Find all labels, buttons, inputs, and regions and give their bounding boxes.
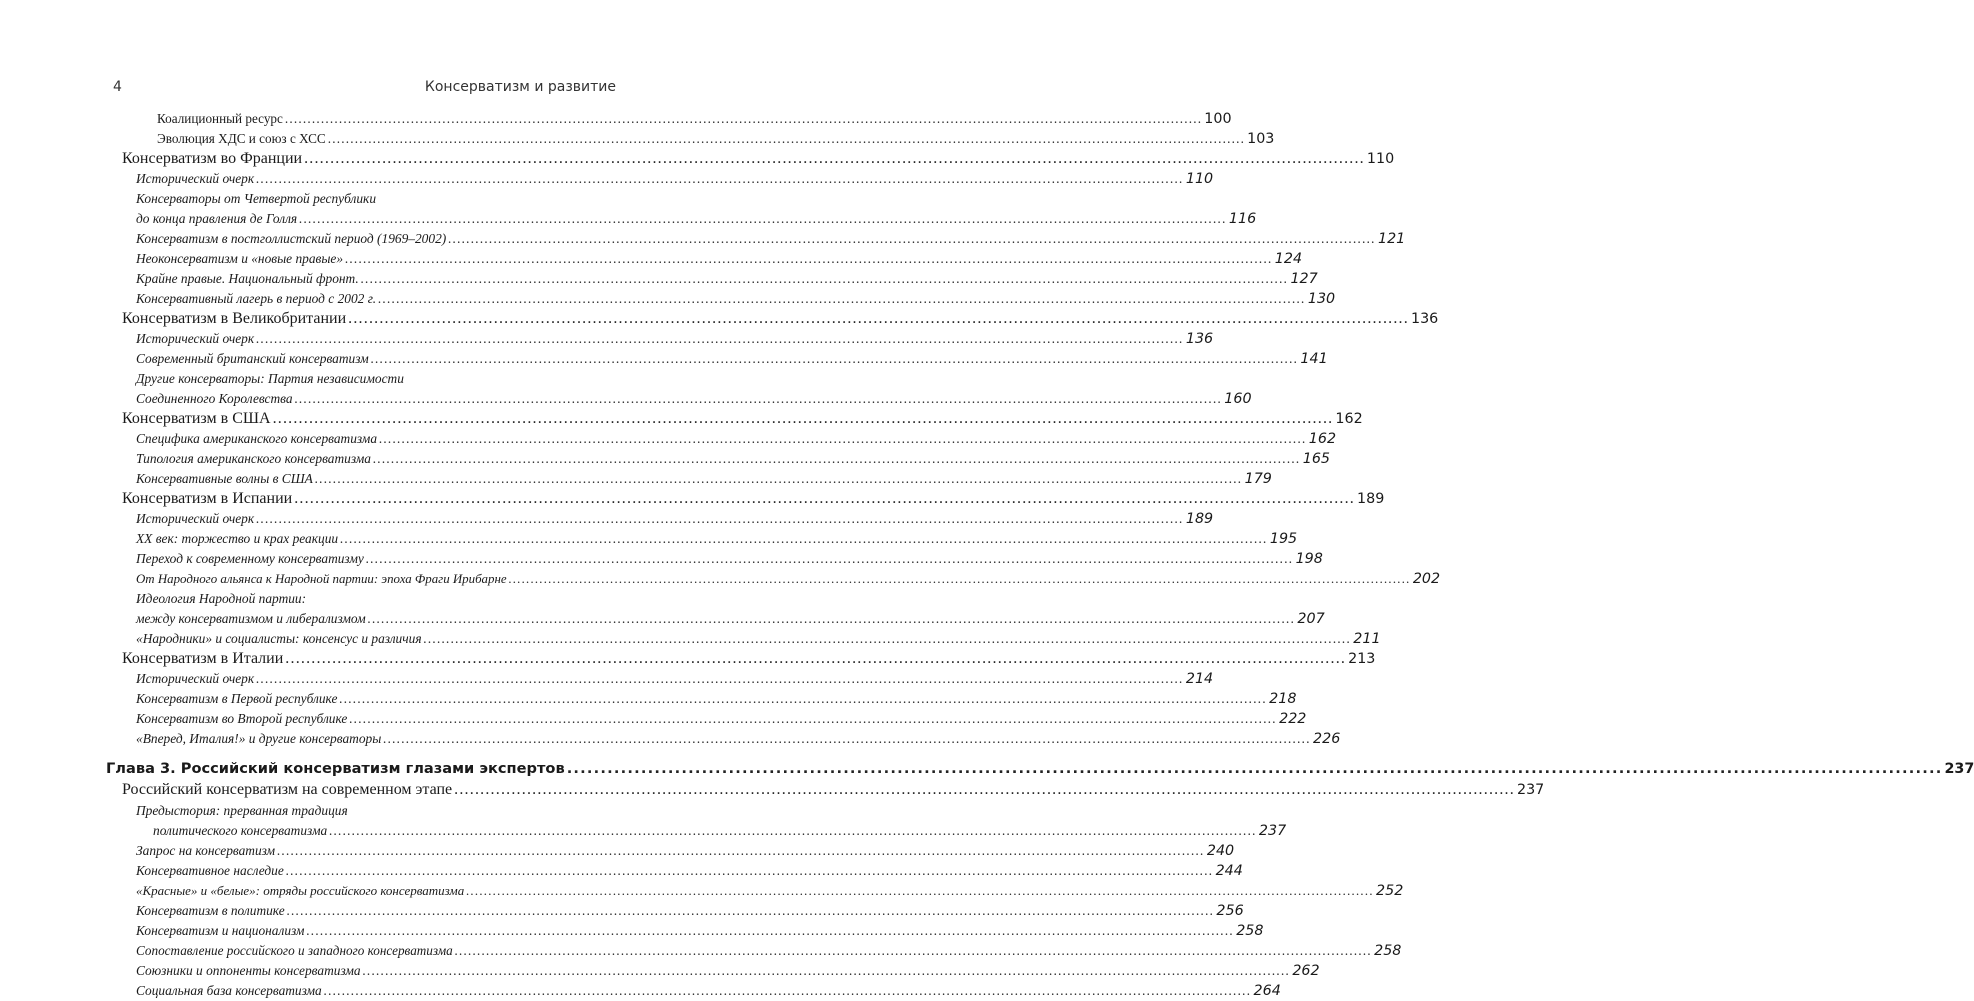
toc-entry: Союзники и оппоненты консерватизма ..... 262 bbox=[136, 961, 589, 981]
toc-entry: Консервативные волны в США ..... 179 bbox=[136, 469, 589, 489]
toc-entry: Исторический очерк ..... 189 bbox=[136, 509, 589, 529]
toc-entry: «Народники» и социалисты: консенсус и различия ..... 211 bbox=[136, 629, 589, 649]
toc-section: Консерватизм в Великобритании ..... 136 bbox=[122, 309, 589, 329]
toc-entry: Исторический очерк ..... 110 bbox=[136, 169, 589, 189]
toc-entry: Исторический очерк ..... 214 bbox=[136, 669, 589, 689]
page-number: 4 bbox=[113, 79, 122, 95]
toc-entry: Коалиционный ресурс ..... 100 bbox=[157, 109, 589, 129]
toc-section: Российский консерватизм на современном этапе ..... 237 bbox=[122, 780, 589, 800]
toc-entry: Консерватизм во Второй республике ..... 222 bbox=[136, 709, 589, 729]
toc-section: Консерватизм в США ..... 162 bbox=[122, 409, 589, 429]
toc-entry: между консерватизмом и либерализмом ..... 207 bbox=[136, 609, 589, 629]
toc-entry: Социальная база консерватизма ..... 264 bbox=[136, 981, 589, 1001]
toc-entry: Переход к современному консерватизму ..... 198 bbox=[136, 549, 589, 569]
toc-entry: Консерватизм и национализм ..... 258 bbox=[136, 921, 589, 941]
toc-entry: Запрос на консерватизм ..... 240 bbox=[136, 841, 589, 861]
page-header bbox=[113, 79, 616, 101]
toc-section: Консерватизм в Испании ..... 189 bbox=[122, 489, 589, 509]
toc-entry: Идеология Народной партии: bbox=[136, 591, 307, 606]
toc-entry: Консервативное наследие ..... 244 bbox=[136, 861, 589, 881]
toc-chapter: Глава 3. Российский консерватизм глазами экспертов ..... 237 bbox=[106, 759, 589, 779]
toc-entry: От Народного альянса к Народной партии: эпоха Фраги Ирибарне ..... 202 bbox=[136, 569, 589, 589]
toc-section: Консерватизм во Франции ..... 110 bbox=[122, 149, 589, 169]
toc-entry: «Вперед, Италия!» и другие консерваторы ..... 226 bbox=[136, 729, 589, 749]
toc-entry: Эволюция ХДС и союз с ХСС ..... 103 bbox=[157, 129, 589, 149]
toc-entry: Неоконсерватизм и «новые правые» ..... 124 bbox=[136, 249, 589, 269]
toc-entry: Специфика американского консерватизма ..... 162 bbox=[136, 429, 589, 449]
toc-entry: Соединенного Королевства ..... 160 bbox=[136, 389, 589, 409]
toc-entry: Предыстория: прерванная традиция bbox=[136, 803, 348, 818]
toc-entry: Консерваторы от Четвертой республики bbox=[136, 191, 377, 206]
toc-entry: Другие консерваторы: Партия независимости bbox=[136, 371, 404, 386]
toc-section: Консерватизм в Италии ..... 213 bbox=[122, 649, 589, 669]
running-title: Консерватизм и развитие bbox=[424, 79, 616, 95]
toc-entry: XX век: торжество и крах реакции ..... 195 bbox=[136, 529, 589, 549]
toc-entry: Консервативный лагерь в период с 2002 г. ..... 130 bbox=[136, 289, 589, 309]
toc-entry: до конца правления де Голля ..... 116 bbox=[136, 209, 589, 229]
toc-entry: Консерватизм в Первой республике ..... 218 bbox=[136, 689, 589, 709]
toc-entry: Сопоставление российского и западного консерватизма ..... 258 bbox=[136, 941, 589, 961]
toc-entry: Крайне правые. Национальный фронт. ..... 127 bbox=[136, 269, 589, 289]
toc-entry: Консерватизм в постголлистский период (1969–2002) ..... 121 bbox=[136, 229, 589, 249]
toc-entry: Современный британский консерватизм ..... 141 bbox=[136, 349, 589, 369]
toc-entry: Консерватизм в политике ..... 256 bbox=[136, 901, 589, 921]
toc-entry: «Красные» и «белые»: отряды российского консерватизма ..... 252 bbox=[136, 881, 589, 901]
toc-entry: Типология американского консерватизма ..... 165 bbox=[136, 449, 589, 469]
toc-entry: Исторический очерк ..... 136 bbox=[136, 329, 589, 349]
toc-entry: политического консерватизма ..... 237 bbox=[153, 821, 589, 841]
